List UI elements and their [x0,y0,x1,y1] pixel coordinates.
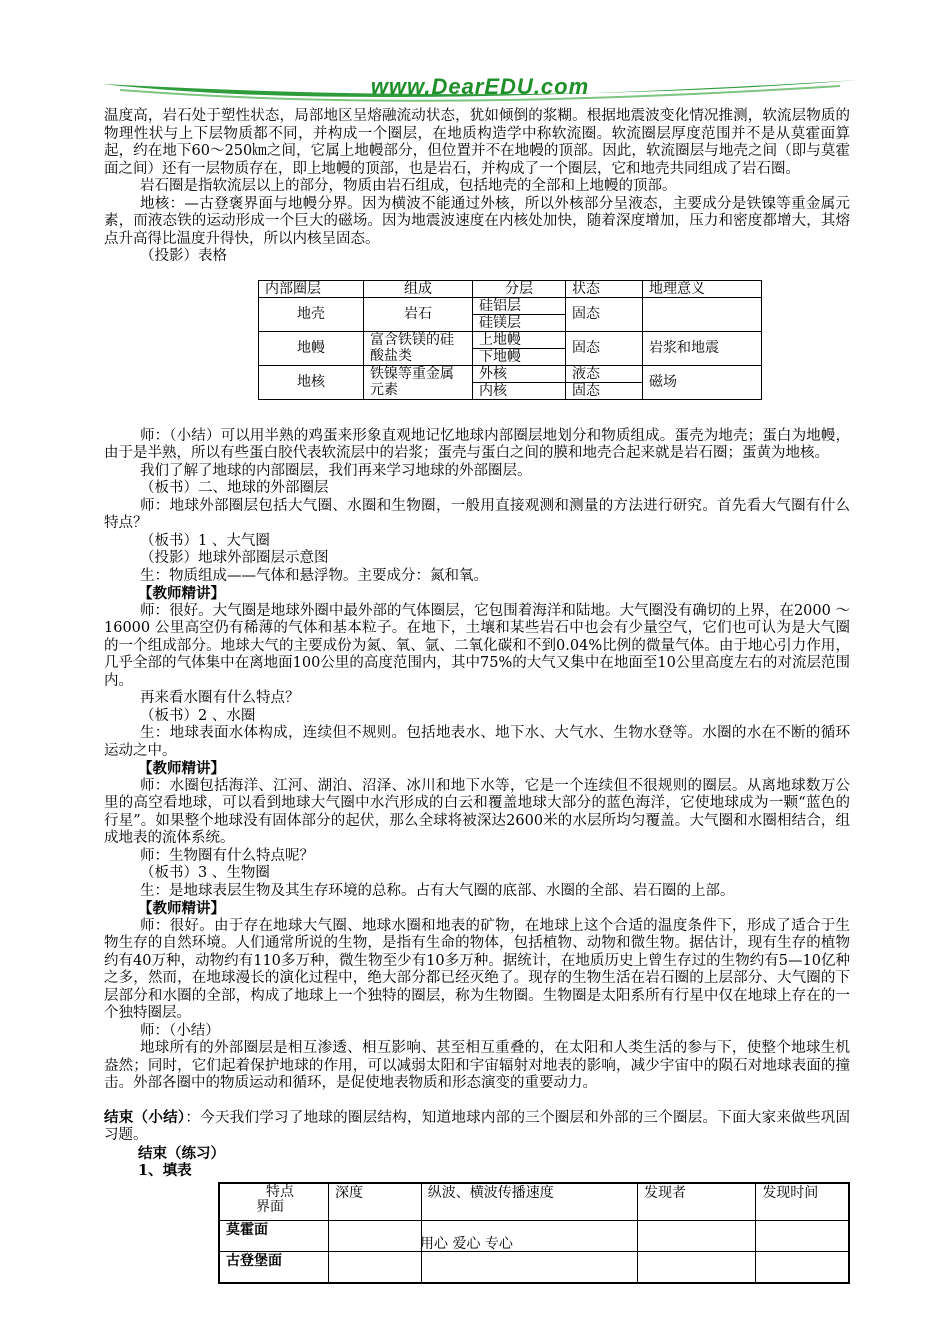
paragraph: 我们了解了地球的内部圈层，我们再来学习地球的外部圈层。 [140,462,532,479]
table-header-row [219,1183,849,1221]
layer-state: 液态 [566,365,643,382]
table-header-cell: 状态 [566,280,643,297]
exercise-table [218,1182,850,1284]
paragraph: 师：很好。大气圈是地球外圈中最外部的气体圈层，它包围着海洋和陆地。大气圈没有确切的上界，在2000 ～ 16000 公里高空仍有稀薄的气体和基本粒子。在地下，土壤和某些岩石中也会有少量空气，它们也可认为是大气圈的一个组成部分。地球大气的主要成份为氮、氧、氩、二氧化碳和不到0.04%比例的微量气体。由于地心引力作用，几乎全部的气体集中在离地面100公里的高度范围内，其中75%的大气又集中在地面至10公里高度左右的对流层范围内。 [104,602,850,689]
answer-cell[interactable] [756,1220,849,1251]
sublayer: 硅铝层 [473,297,566,314]
footer-slogan: 用心 爱心 专心 [420,1236,513,1252]
paragraph: （板书）1 、大气圈 [140,532,270,549]
summary-label: 结束（小结） [104,1108,186,1126]
layer-meaning: 岩浆和地震 [643,331,762,365]
paragraph: （板书）3 、生物圈 [140,865,270,881]
layer-meaning: 磁场 [643,365,762,399]
practice-label: 结束（练习） [138,1144,225,1162]
layer-composition: 铁镍等重金属元素 [364,365,473,399]
site-header [100,70,860,110]
table-header-cell: 分层 [473,280,566,297]
corner-top-label: 特点 [266,1183,294,1200]
paragraph: 师：（小结）可以用半熟的鸡蛋来形象直观地记忆地球内部圈层地划分和物质组成。蛋壳为地壳；蛋白为地幔，由于是半熟，所以有些蛋白胶代表软流层中的岩浆；蛋壳与蛋白之间的膜和地壳合起来就是岩石圈；蛋黄为地核。 [104,427,850,461]
paragraph: 再来看水圈有什么特点？ [140,690,300,706]
table-header-cell: 发现者 [637,1183,755,1221]
paragraph: 师：水圈包括海洋、江河、湖泊、沼泽、冰川和地下水等，它是一个连续但不很规则的圈层。从离地球数万公里的高空看地球，可以看到地球大气圈中水汽形成的白云和覆盖地球大部分的蓝色海洋，它使地球成为一颗“蓝色的行星”。如果整个地球没有固体部分的起伏，那么全球将被深达2600米的水层所均匀覆盖。大气圈和水圈相结合，组成地表的流体系统。 [104,777,850,846]
sublayer: 上地幔 [473,331,566,348]
inner-layers-table [258,280,762,400]
layer-meaning [643,297,762,331]
corner-bottom-label: 界面 [256,1198,284,1215]
layer-name: 地壳 [259,297,364,331]
table-row [259,297,762,314]
paragraph: 【教师精讲】 [138,585,225,602]
table-header-cell: 组成 [364,280,473,297]
layer-composition: 富含铁镁的硅酸盐类 [364,331,473,365]
table-row [259,365,762,382]
layer-name: 地核 [259,365,364,399]
paragraph: 岩石圈是指软流层以上的部分，物质由岩石组成，包括地壳的全部和上地幔的顶部。 [140,178,677,194]
paragraph: 师：很好。由于存在地球大气圈、地球水圈和地表的矿物，在地球上这个合适的温度条件下，形成了适合于生物生存的自然环境。人们通常所说的生物，是指有生命的物体，包括植物、动物和微生物。据估计，现有生存的植物约有40万种，动物约有110多万种，微生物至少有10多万种。据统计，在地质历史上曾生存过的生物约有5—10亿种之多，然而，在地球漫长的演化过程中，绝大部分都已经灭绝了。现存的生物生活在岩石圈的上层部分、大气圈的下层部分和水圈的全部，构成了地球上一个独特的圈层，称为生物圈。生物圈是太阳系所有行星中仅在地球上存在的一个独特圈层。 [104,917,850,1021]
paragraph: 师：（小结） [140,1022,220,1039]
table-corner-cell [219,1183,328,1221]
layer-name: 地幔 [259,331,364,365]
ending-summary [104,1109,850,1145]
table-row [259,331,762,348]
row-label: 古登堡面 [219,1251,328,1283]
paragraph: 生：是地球表层生物及其生存环境的总称。占有大气圈的底部、水圈的全部、岩石圈的上部。 [140,882,735,899]
paragraph: 【教师精讲】 [138,760,225,777]
sublayer: 外核 [473,365,566,382]
mid-paragraphs [104,428,850,1093]
sublayer: 下地幔 [473,348,566,365]
fill-table-label: 1、填表 [138,1162,192,1179]
answer-cell[interactable] [328,1251,421,1283]
layer-state: 固态 [566,331,643,365]
sublayer: 硅镁层 [473,314,566,331]
layer-state: 固态 [566,297,643,331]
summary-text: ：今天我们学习了地球的圈层结构，知道地球内部的三个圈层和外部的三个圈层。下面大家来做些巩固习题。 [104,1109,851,1143]
paragraph: 地球所有的外部圈层是相互渗透、相互影响、甚至相互重叠的，在太阳和人类生活的参与下，使整个地球生机盎然；同时，它们起着保护地球的作用，可以减弱太阳和宇宙辐射对地表的影响，减少宇宙中的陨石对地球表面的撞击。外部各圈中的物质运动和循环，是促使地表物质和形态演变的重要动力。 [104,1040,850,1091]
paragraph: 【教师精讲】 [138,900,225,917]
paragraph: 师：地球外部圈层包括大气圈、水圈和生物圈，一般用直接观测和测量的方法进行研究。首先看大气圈有什么特点？ [104,497,850,531]
paragraph: 师：生物圈有什么特点呢？ [140,847,314,864]
paragraph: 生：物质组成——气体和悬浮物。主要成分：氮和氧。 [140,567,488,584]
answer-cell[interactable] [421,1251,637,1283]
sublayer: 内核 [473,382,566,399]
layer-composition: 岩石 [364,297,473,331]
paragraph: （投影）地球外部圈层示意图 [140,550,329,566]
top-paragraphs [104,108,850,266]
table-row [219,1220,849,1251]
table-header-cell: 地理意义 [643,280,762,297]
answer-cell[interactable] [637,1251,755,1283]
table-header-cell: 内部圈层 [259,280,364,297]
layer-state: 固态 [566,382,643,399]
paragraph: （板书）2 、水圈 [140,707,256,724]
paragraph: 温度高，岩石处于塑性状态，局部地区呈熔融流动状态，犹如倾倒的浆糊。根据地震波变化情况推测，软流层物质的物理性状与上下层物质都不同，并构成一个圈层，在地质构造学中称软流圈。软流圈层厚度范围并不是从莫霍面算起，约在地下60～250㎞之间，它属上地幔部分，但位置并不在地幔的顶部。因此，软流圈层与地壳之间（即与莫霍面之间）还有一层物质存在，即上地幔的顶部，也是岩石，并构成了一个圈层，它和地壳共同组成了岩石圈。 [104,108,850,177]
document-body [104,108,850,1284]
table-row [219,1251,849,1283]
table-header-cell: 纵波、横波传播速度 [421,1183,637,1221]
site-logo-text: www.DearEDU.com [370,74,590,99]
row-label: 莫霍面 [219,1220,328,1251]
paragraph: （投影）表格 [140,248,227,264]
paragraph: （板书）二、地球的外部圈层 [140,480,329,496]
table-header-cell: 深度 [328,1183,421,1221]
paragraph: 生：地球表面水体构成，连续但不规则。包括地表水、地下水、大气水、生物水登等。水圈的水在不断的循环运动之中。 [104,725,850,759]
table-header-cell: 发现时间 [756,1183,849,1221]
answer-cell[interactable] [328,1220,421,1251]
answer-cell[interactable] [756,1251,849,1283]
table-header-row [259,280,762,297]
paragraph: 地核：—古登褒界面与地幔分界。因为横波不能通过外核，所以外核部分呈液态，主要成分是铁镍等重金属元素，而液态铁的运动形成一个巨大的磁场。因为地震波速度在内核处加快，随着深度增加，压力和密度都增大，其熔点升高得比温度升得快，所以内核呈固态。 [104,195,850,247]
answer-cell[interactable] [637,1220,755,1251]
